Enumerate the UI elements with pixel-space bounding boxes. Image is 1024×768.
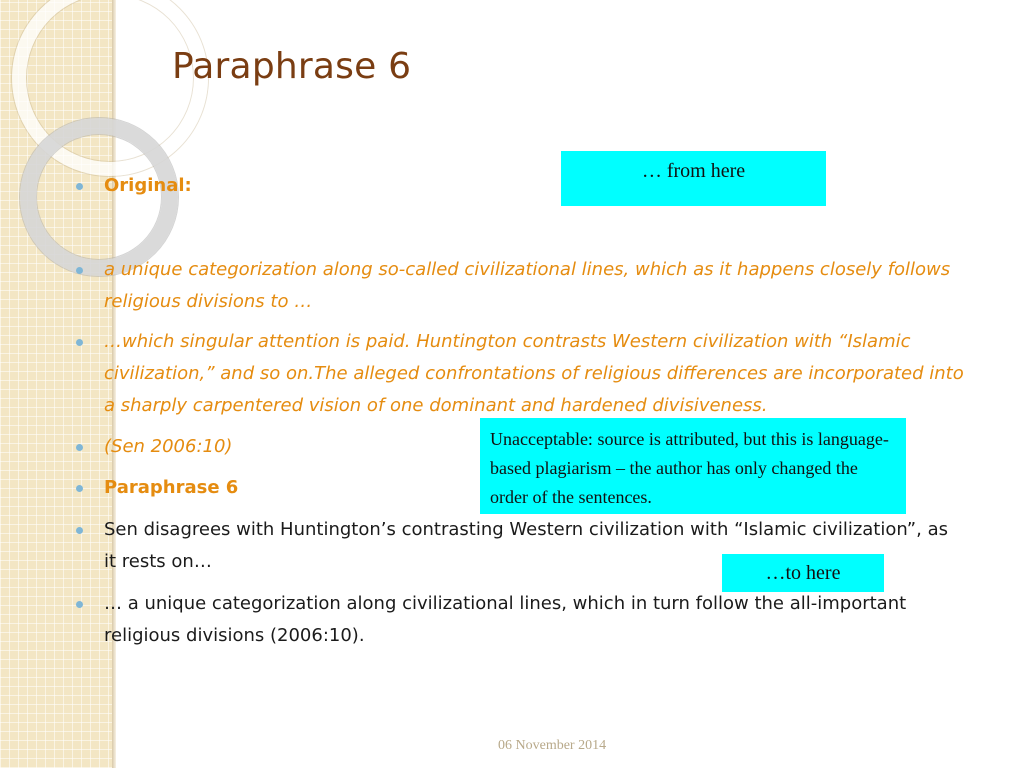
bullet-dot-icon (76, 183, 83, 190)
slide-title: Paraphrase 6 (172, 46, 412, 87)
original-label: Original: (104, 175, 192, 196)
paraphrase-label: Paraphrase 6 (104, 477, 239, 498)
footer-date: 06 November 2014 (498, 738, 607, 753)
original-quote-part2: …which singular attention is paid. Huntington contrasts Western civilization with “Islamic civilization,” and so on.The alleged confrontations of religious differences are incorporated into a sharply carpentered vision of one dominant and hardened divisiveness. (104, 331, 964, 416)
bullet-dot-icon (76, 527, 83, 534)
bullet-dot-icon (76, 339, 83, 346)
paraphrase-part2: … a unique categorization along civilizational lines, which in turn follow the all-important religious divisions (2006:10). (104, 593, 907, 646)
bullet-dot-icon (76, 444, 83, 451)
bullet-dot-icon (76, 267, 83, 274)
citation: (Sen 2006:10) (104, 436, 233, 457)
original-quote-part1: a unique categorization along so-called civilizational lines, which as it happens closely follows religious divisions to … (104, 259, 951, 312)
to-here-callout: …to here (722, 554, 884, 592)
bullet-dot-icon (76, 601, 83, 608)
bullet-dot-icon (76, 485, 83, 492)
paraphrase-part1: Sen disagrees with Huntington’s contrasting Western civilization with “Islamic civilization”, as it rests on… (104, 519, 948, 572)
plagiarism-comment-callout: Unacceptable: source is attributed, but this is language-based plagiarism – the author has only changed the order of the sentences. (480, 418, 906, 514)
from-here-callout: … from here (561, 151, 826, 206)
